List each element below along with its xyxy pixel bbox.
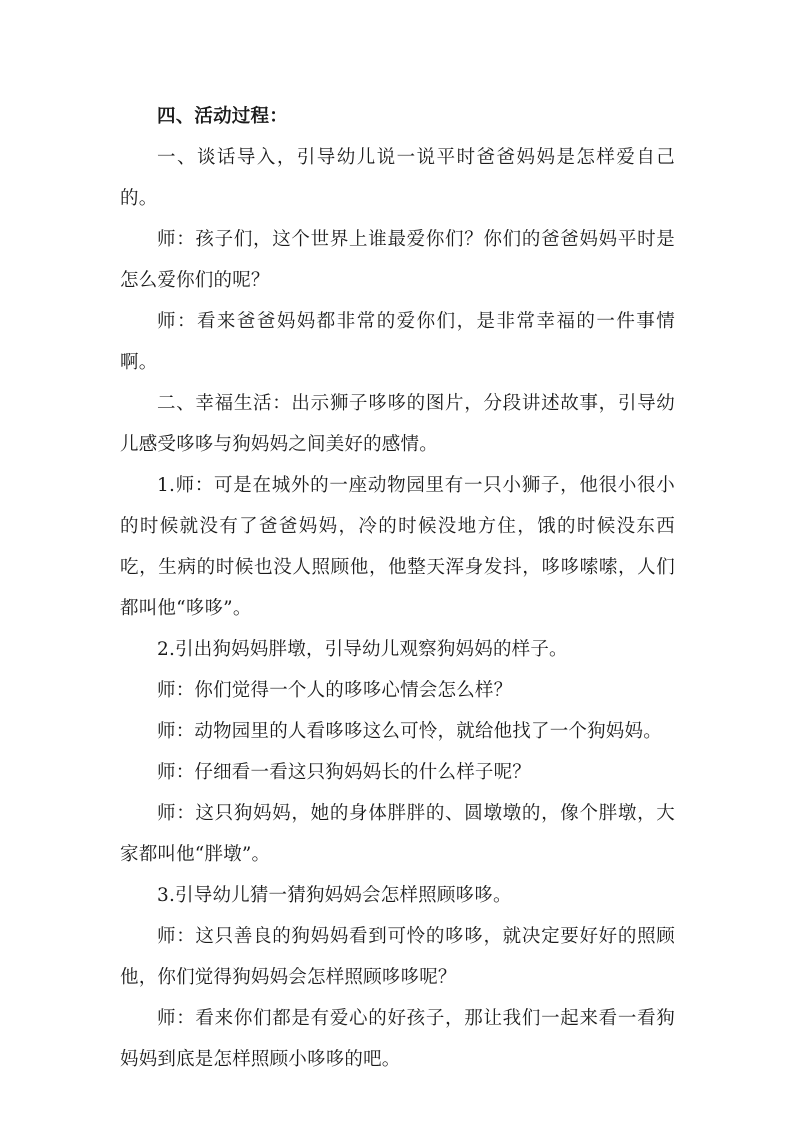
section-heading: 四、活动过程： [157,106,288,127]
paragraph-teacher-question: 师：孩子们，这个世界上谁最爱你们？你们的爸爸妈妈平时是怎么爱你们的呢？ [120,229,675,291]
paragraph-teacher-summary: 师：看来爸爸妈妈都非常的爱你们，是非常幸福的一件事情啊。 [120,311,675,373]
paragraph-happy-life-step: 二、幸福生活：出示狮子哆哆的图片，分段讲述故事，引导幼儿感受哆哆与狗妈妈之间美好的感情。 [120,393,675,455]
paragraph-teacher-dog-mother: 师：动物园里的人看哆哆这么可怜，就给他找了一个狗妈妈。 [157,721,662,742]
paragraph-story-part-3: 3.引导幼儿猜一猜狗妈妈会怎样照顾哆哆。 [157,885,512,906]
paragraph-teacher-feeling-question: 师：你们觉得一个人的哆哆心情会怎么样？ [157,680,513,701]
document-body [120,96,675,1080]
paragraph-story-part-2: 2.引出狗妈妈胖墩，引导幼儿观察狗妈妈的样子。 [157,639,568,660]
paragraph-story-part-1: 1.师：可是在城外的一座动物园里有一只小狮子，他很小很小的时候就没有了爸爸妈妈，冷的时候没地方住，饿的时候没东西吃，生病的时候也没人照顾他，他整天浑身发抖，哆哆嗦嗦，人们都叫他“哆哆”。 [120,475,675,619]
paragraph-intro-step: 一、谈话导入，引导幼儿说一说平时爸爸妈妈是怎样爱自己的。 [120,147,675,209]
paragraph-teacher-observe: 师：仔细看一看这只狗妈妈长的什么样子呢？ [157,762,532,783]
paragraph-teacher-care-question: 师：这只善良的狗妈妈看到可怜的哆哆，就决定要好好的照顾他，你们觉得狗妈妈会怎样照顾哆哆呢？ [120,926,675,988]
paragraph-teacher-closing: 师：看来你们都是有爱心的好孩子，那让我们一起来看一看狗妈妈到底是怎样照顾小哆哆的吧。 [120,1008,675,1070]
paragraph-teacher-describe: 师：这只狗妈妈，她的身体胖胖的、圆墩墩的，像个胖墩，大家都叫他“胖墩”。 [120,803,675,865]
